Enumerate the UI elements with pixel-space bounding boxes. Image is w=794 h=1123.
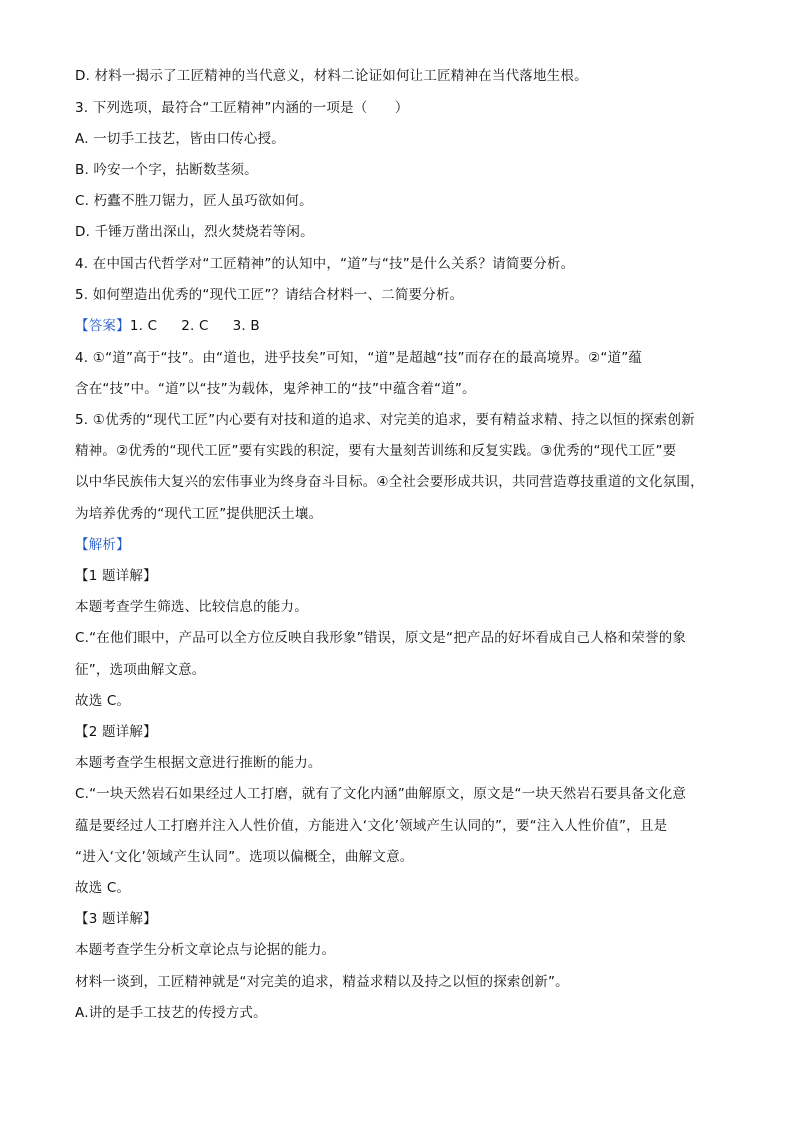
q2-detail-line-2: 蕴是要经过人工打磨并注入人性价值，方能进入‘文化’领域产生认同的”，要“注入人性价值”，且是 <box>75 818 668 834</box>
q1-detail-line-2: 征”，选项曲解文意。 <box>75 662 206 678</box>
answer-summary <box>75 316 725 336</box>
q3-detail-skill: 本题考查学生分析文章论点与论据的能力。 <box>75 942 336 958</box>
q2-detail-conclusion: 故选 C。 <box>75 880 131 896</box>
option-a-q3: A. 一切手工技艺，皆由口传心授。 <box>75 131 285 147</box>
question-3: 3. 下列选项，最符合“工匠精神”内涵的一项是（ ） <box>75 100 409 116</box>
answer-5-line-4: 为培养优秀的“现代工匠”提供肥沃土壤。 <box>75 506 323 522</box>
answer-item-1: 1. C <box>129 318 158 334</box>
question-4: 4. 在中国古代哲学对“工匠精神”的认知中，“道”与“技”是什么关系？请简要分析。 <box>75 256 575 272</box>
option-c-q3: C. 朽蠹不胜刀锯力，匠人虽巧欲如何。 <box>75 193 313 209</box>
answer-4-line-2: 含在“技”中。“道”以“技”为载体，鬼斧神工的“技”中蕴含着“道”。 <box>75 381 476 397</box>
q2-detail-heading: 【2 题详解】 <box>75 724 157 740</box>
answer-4-line-1: 4. ①“道”高于“技”。由“道也，进乎技矣”可知，“道”是超越“技”而存在的最高境界。②“道”蕴 <box>75 350 643 366</box>
answer-5-line-3: 以中华民族伟大复兴的宏伟事业为终身奋斗目标。④全社会要形成共识，共同营造尊技重道的文化氛围， <box>75 474 704 490</box>
option-d-q3: D. 千锤万凿出深山，烈火焚烧若等闲。 <box>75 224 314 240</box>
q2-detail-skill: 本题考查学生根据文意进行推断的能力。 <box>75 755 322 771</box>
q2-detail-line-1: C.“一块天然岩石如果经过人工打磨，就有了文化内涵”曲解原文，原文是“一块天然岩石要具备文化意 <box>75 786 687 802</box>
q1-detail-heading: 【1 题详解】 <box>75 568 157 584</box>
answer-tag: 【答案】 <box>75 318 130 334</box>
q2-detail-line-3: “进入‘文化’领域产生认同”。选项以偏概全，曲解文意。 <box>75 849 414 865</box>
answer-5-line-2: 精神。②优秀的“现代工匠”要有实践的积淀，要有大量刻苦训练和反复实践。③优秀的“现代工匠”要 <box>75 443 677 459</box>
q1-detail-line-1: C.“在他们眼中，产品可以全方位反映自我形象”错误，原文是“把产品的好坏看成自己人格和荣誉的象 <box>75 630 687 646</box>
q1-detail-skill: 本题考查学生筛选、比较信息的能力。 <box>75 599 308 615</box>
option-d-q2: D. 材料一揭示了工匠精神的当代意义，材料二论证如何让工匠精神在当代落地生根。 <box>75 68 588 84</box>
q3-detail-heading: 【3 题详解】 <box>75 911 157 927</box>
analysis-heading: 【解析】 <box>75 537 130 553</box>
q1-detail-conclusion: 故选 C。 <box>75 693 131 709</box>
answer-5-line-1: 5. ①优秀的“现代工匠”内心要有对技和道的追求、对完美的追求，要有精益求精、持之以恒的探索创新 <box>75 412 695 428</box>
question-5: 5. 如何塑造出优秀的“现代工匠”？请结合材料一、二简要分析。 <box>75 287 464 303</box>
answer-item-2: 2. C <box>181 318 209 334</box>
q3-detail-line-2: A.讲的是手工技艺的传授方式。 <box>75 1005 267 1021</box>
option-b-q3: B. 吟安一个字，拈断数茎须。 <box>75 162 258 178</box>
q3-detail-line-1: 材料一谈到，工匠精神就是“对完美的追求，精益求精以及持之以恒的探索创新”。 <box>75 974 569 990</box>
answer-item-3: 3. B <box>232 318 260 334</box>
